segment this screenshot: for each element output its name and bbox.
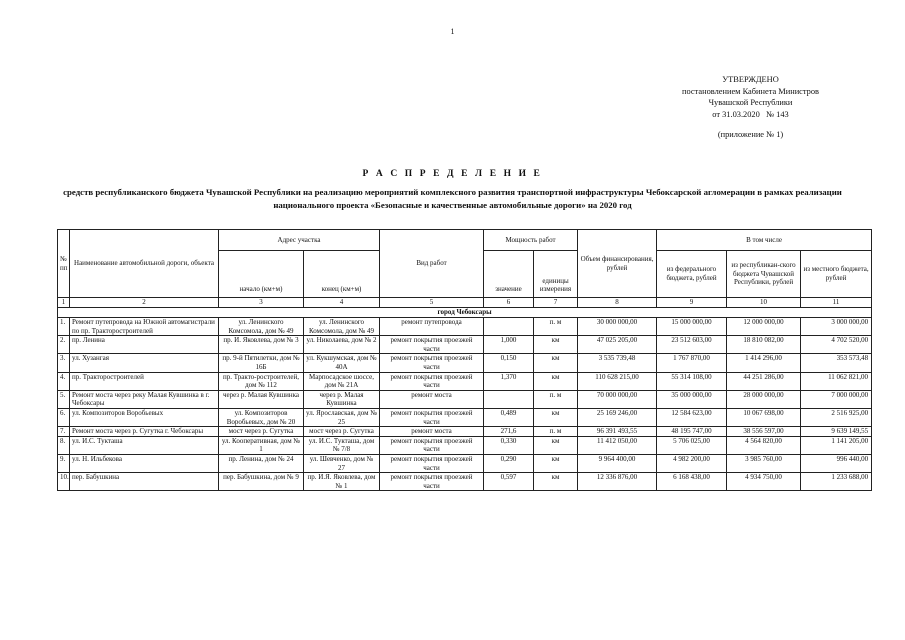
start-address-cell: через р. Малая Кувшинка [219,390,304,408]
table-row [58,427,872,437]
row-number: 8. [58,436,70,454]
start-address-cell: пр. И. Яковлева, дом № 3 [219,336,304,354]
table-row [58,390,872,408]
capacity-value-cell: 0,597 [484,473,534,491]
federal-funding-cell: 48 195 747,00 [657,427,727,437]
work-type-cell: ремонт покрытия проезжей части [380,454,484,472]
federal-funding-cell: 15 000 000,00 [657,318,727,336]
capacity-value-cell: 1,370 [484,372,534,390]
document-subtitle: средств республиканского бюджета Чувашской Республики на реализацию мероприятий комплексного развития транспортной инфраструктуры Чебоксарской агломерации в рамках реализации национального проекта «Безопасные и качественные автомобильные дороги» на 2020 год [63,187,842,210]
start-address-cell: пр. 9-й Пятилетки, дом № 16Б [219,354,304,372]
federal-funding-cell: 55 314 108,00 [657,372,727,390]
capacity-value-cell [484,390,534,408]
distribution-table [57,229,872,491]
federal-funding-cell: 1 767 870,00 [657,354,727,372]
header-address: Адрес участка [219,230,380,251]
local-funding-cell: 3 000 000,00 [801,318,872,336]
column-number: 4 [304,298,380,308]
end-address-cell: ул. Ярославская, дом № 25 [304,408,380,426]
table-row [58,436,872,454]
unit-cell: п. м [534,390,578,408]
row-number: 3. [58,354,70,372]
end-address-cell: ул. И.С. Тукташа, дом № 7/8 [304,436,380,454]
header-including: В том числе [657,230,872,251]
approval-line: от 31.03.2020 № 143 [712,109,789,119]
unit-cell: км [534,473,578,491]
work-type-cell: ремонт покрытия проезжей части [380,372,484,390]
republic-funding-cell: 44 251 286,00 [727,372,801,390]
table-row [58,318,872,336]
table-row [58,354,872,372]
total-funding-cell: 47 025 205,00 [578,336,657,354]
header-start: начало (км+м) [219,251,304,298]
start-address-cell: пер. Бабушкина, дом № 9 [219,473,304,491]
column-number: 1 [58,298,70,308]
column-number: 5 [380,298,484,308]
road-name-cell: ул. Композиторов Воробьевых [70,408,219,426]
appendix-label: (приложение № 1) [717,130,784,140]
work-type-cell: ремонт моста [380,427,484,437]
republic-funding-cell: 3 985 760,00 [727,454,801,472]
end-address-cell: ул. Кукшумская, дом № 40А [304,354,380,372]
capacity-value-cell: 0,290 [484,454,534,472]
header-no: № пп [58,230,70,298]
capacity-value-cell [484,318,534,336]
unit-cell: км [534,336,578,354]
total-funding-cell: 70 000 000,00 [578,390,657,408]
header-value: значение [484,251,534,298]
column-number: 9 [657,298,727,308]
end-address-cell: через р. Малая Кувшинка [304,390,380,408]
start-address-cell: пр. Ленина, дом № 24 [219,454,304,472]
header-republic: из республикан-ского бюджета Чувашской Республики, рублей [727,251,801,298]
road-name-cell: ул. И.С. Тукташа [70,436,219,454]
total-funding-cell: 30 000 000,00 [578,318,657,336]
republic-funding-cell: 38 556 597,00 [727,427,801,437]
unit-cell: км [534,354,578,372]
column-number: 11 [801,298,872,308]
local-funding-cell: 11 062 821,00 [801,372,872,390]
work-type-cell: ремонт моста [380,390,484,408]
local-funding-cell: 7 000 000,00 [801,390,872,408]
table-row [58,473,872,491]
approval-line: Чувашской Республики [708,98,793,108]
table-row [58,454,872,472]
end-address-cell: Марпосадское шоссе, дом № 21А [304,372,380,390]
approval-line: УТВЕРЖДЕНО [722,75,779,84]
column-number: 7 [534,298,578,308]
header-funding: Объем финансирования, рублей [578,230,657,298]
republic-funding-cell: 28 000 000,00 [727,390,801,408]
table-row [58,336,872,354]
total-funding-cell: 96 391 493,55 [578,427,657,437]
local-funding-cell: 1 233 688,00 [801,473,872,491]
row-number: 7. [58,427,70,437]
republic-funding-cell: 1 414 296,00 [727,354,801,372]
total-funding-cell: 110 628 215,00 [578,372,657,390]
work-type-cell: ремонт покрытия проезжей части [380,336,484,354]
capacity-value-cell: 0,330 [484,436,534,454]
work-type-cell: ремонт покрытия проезжей части [380,354,484,372]
row-number: 1. [58,318,70,336]
column-number: 3 [219,298,304,308]
local-funding-cell: 4 702 520,00 [801,336,872,354]
road-name-cell: ул. Хузангая [70,354,219,372]
table-row [58,372,872,390]
end-address-cell: мост через р. Сугутка [304,427,380,437]
total-funding-cell: 3 535 739,48 [578,354,657,372]
capacity-value-cell: 0,150 [484,354,534,372]
table-row [58,408,872,426]
work-type-cell: ремонт покрытия проезжей части [380,473,484,491]
header-federal: из федерального бюджета, рублей [657,251,727,298]
column-number: 8 [578,298,657,308]
end-address-cell: ул. Николаева, дом № 2 [304,336,380,354]
work-type-cell: ремонт покрытия проезжей части [380,436,484,454]
federal-funding-cell: 23 512 603,00 [657,336,727,354]
federal-funding-cell: 4 982 200,00 [657,454,727,472]
start-address-cell: ул. Ленинского Комсомола, дом № 49 [219,318,304,336]
capacity-value-cell: 271,6 [484,427,534,437]
road-name-cell: Ремонт путепровода на Южной автомагистрали по пр. Тракторостроителей [70,318,219,336]
row-number: 5. [58,390,70,408]
header-unit: единицы измерения [534,251,578,298]
road-name-cell: пр. Ленина [70,336,219,354]
column-number: 6 [484,298,534,308]
end-address-cell: ул. Шевченко, дом № 27 [304,454,380,472]
header-road-name: Наименование автомобильной дороги, объекта [70,230,219,298]
start-address-cell: пр. Тракто-ростроителей, дом № 112 [219,372,304,390]
start-address-cell: мост через р. Сугутка [219,427,304,437]
capacity-value-cell: 0,489 [484,408,534,426]
republic-funding-cell: 12 000 000,00 [727,318,801,336]
total-funding-cell: 25 169 246,00 [578,408,657,426]
column-number: 2 [70,298,219,308]
end-address-cell: ул. Ленинского Комсомола, дом № 49 [304,318,380,336]
approval-stamp [682,74,819,141]
federal-funding-cell: 35 000 000,00 [657,390,727,408]
road-name-cell: ул. Н. Ильбекова [70,454,219,472]
capacity-value-cell: 1,000 [484,336,534,354]
local-funding-cell: 2 516 925,00 [801,408,872,426]
page-number: 1 [450,27,455,36]
local-funding-cell: 996 440,00 [801,454,872,472]
row-number: 10. [58,473,70,491]
federal-funding-cell: 5 706 025,00 [657,436,727,454]
column-numbers-row [58,298,872,308]
local-funding-cell: 1 141 205,00 [801,436,872,454]
work-type-cell: ремонт покрытия проезжей части [380,408,484,426]
document-title: Р А С П Р Е Д Е Л Е Н И Е [362,169,543,179]
start-address-cell: ул. Кооперативная, дом № 1 [219,436,304,454]
republic-funding-cell: 4 934 750,00 [727,473,801,491]
local-funding-cell: 353 573,48 [801,354,872,372]
row-number: 4. [58,372,70,390]
local-funding-cell: 9 639 149,55 [801,427,872,437]
header-capacity: Мощность работ [484,230,578,251]
federal-funding-cell: 6 168 438,00 [657,473,727,491]
header-end: конец (км+м) [304,251,380,298]
unit-cell: п. м [534,318,578,336]
republic-funding-cell: 4 564 820,00 [727,436,801,454]
unit-cell: км [534,372,578,390]
republic-funding-cell: 10 067 698,00 [727,408,801,426]
total-funding-cell: 12 336 876,00 [578,473,657,491]
unit-cell: п. м [534,427,578,437]
unit-cell: км [534,436,578,454]
row-number: 6. [58,408,70,426]
work-type-cell: ремонт путепровода [380,318,484,336]
federal-funding-cell: 12 584 623,00 [657,408,727,426]
road-name-cell: Ремонт моста через реку Малая Кувшинка в г. Чебоксары [70,390,219,408]
row-number: 9. [58,454,70,472]
section-row [58,308,872,318]
unit-cell: км [534,408,578,426]
header-local: из местного бюджета, рублей [801,251,872,298]
section-title: город Чебоксары [58,308,872,318]
end-address-cell: пр. И.Я. Яковлева, дом № 1 [304,473,380,491]
road-name-cell: пр. Тракторостроителей [70,372,219,390]
total-funding-cell: 11 412 050,00 [578,436,657,454]
approval-line: постановлением Кабинета Министров [682,86,819,96]
column-number: 10 [727,298,801,308]
total-funding-cell: 9 964 400,00 [578,454,657,472]
row-number: 2. [58,336,70,354]
start-address-cell: ул. Композиторов Воробьевых, дом № 20 [219,408,304,426]
header-work-type: Вид работ [380,230,484,298]
road-name-cell: пер. Бабушкина [70,473,219,491]
road-name-cell: Ремонт моста через р. Сугутка г. Чебоксары [70,427,219,437]
unit-cell: км [534,454,578,472]
republic-funding-cell: 18 810 082,00 [727,336,801,354]
